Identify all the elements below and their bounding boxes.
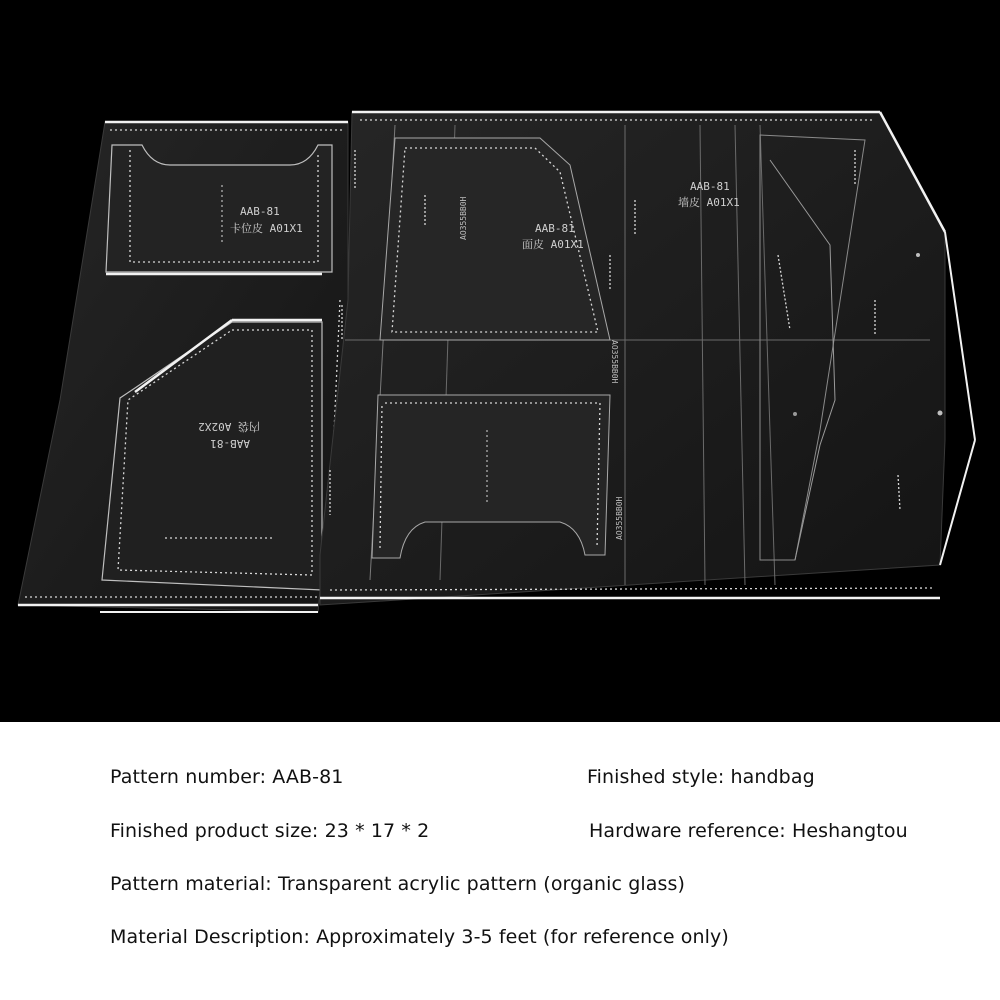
pocket-lower-name: 内袋 A02X2 xyxy=(198,420,260,433)
main-acrylic-sheet xyxy=(320,112,975,605)
gusset-code: AAB-81 xyxy=(690,180,730,193)
gusset-name: 墙皮 A01X1 xyxy=(678,196,740,209)
spec-pattern-material: Pattern material: Transparent acrylic pattern (organic glass) xyxy=(110,873,686,895)
side-code-3: AO355BB0H xyxy=(615,496,624,540)
side-code-1: AO355BB0H xyxy=(459,196,468,240)
pocket-lower-code: AAB-81 xyxy=(210,437,250,450)
spec-material-description: Material Description: Approximately 3-5 feet (for reference only) xyxy=(110,926,729,948)
front-panel-name: 面皮 A01X1 xyxy=(522,238,584,251)
spec-finished-style: Finished style: handbag xyxy=(587,766,815,788)
pocket-top-name: 卡位皮 A01X1 xyxy=(230,222,303,235)
pocket-top-code: AAB-81 xyxy=(240,205,280,218)
side-code-2: AO355BB0H xyxy=(610,340,619,384)
front-panel-code: AAB-81 xyxy=(535,222,575,235)
spec-finished-size: Finished product size: 23 * 17 * 2 xyxy=(110,820,430,842)
spec-hardware-reference: Hardware reference: Heshangtou xyxy=(589,820,908,842)
spec-pattern-number: Pattern number: AAB-81 xyxy=(110,766,344,788)
